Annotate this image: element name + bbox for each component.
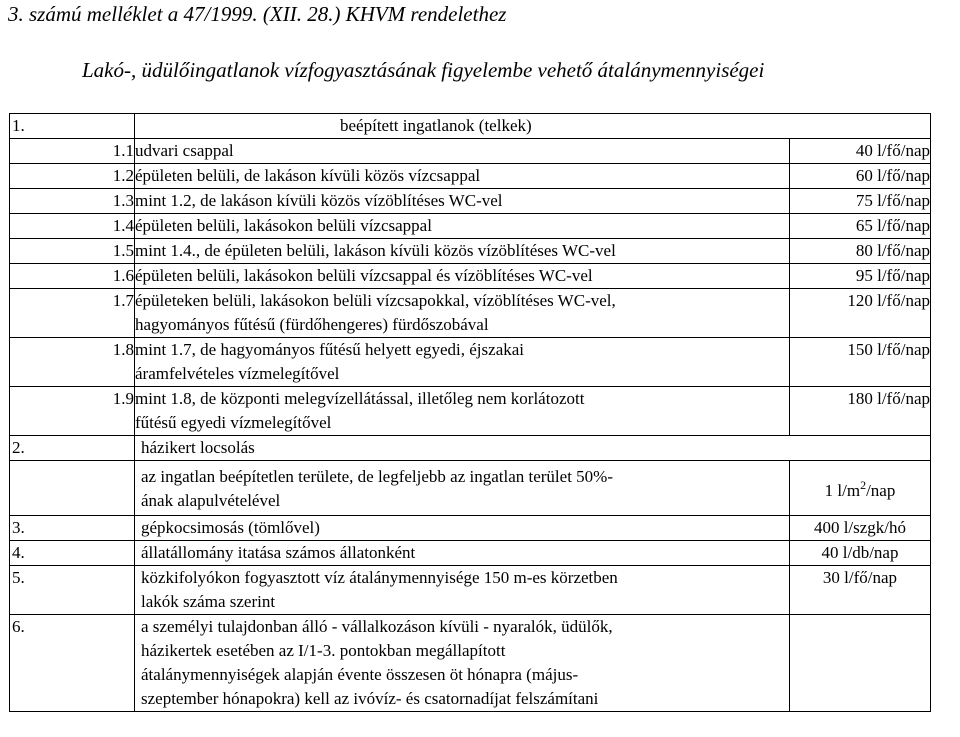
row-number: 1.5 bbox=[10, 239, 135, 264]
section-number: 2. bbox=[10, 436, 135, 461]
section-number: 4. bbox=[10, 541, 135, 566]
table-row bbox=[10, 239, 931, 264]
row-description: épületen belüli, lakásokon belüli vízcsappal és vízöblítéses WC-vel bbox=[135, 264, 790, 289]
row-description-line: az ingatlan beépítetlen területe, de legfeljebb az ingatlan terület 50%- bbox=[141, 467, 613, 486]
row-description bbox=[135, 338, 790, 387]
row-value: 120 l/fő/nap bbox=[790, 289, 931, 338]
table-row-section-2 bbox=[10, 436, 931, 461]
row-description bbox=[135, 461, 790, 516]
row-value: 80 l/fő/nap bbox=[790, 239, 931, 264]
value-suffix: /nap bbox=[866, 481, 896, 500]
row-description-line: a személyi tulajdonban álló - vállalkozáson kívüli - nyaralók, üdülők, bbox=[141, 617, 613, 636]
row-description bbox=[135, 615, 790, 712]
document-subtitle: Lakó-, üdülőingatlanok vízfogyasztásának figyelembe vehető átalánymennyiségei bbox=[82, 58, 765, 82]
row-value: 60 l/fő/nap bbox=[790, 164, 931, 189]
row-description: mint 1.2, de lakáson kívüli közös vízöblítéses WC-vel bbox=[135, 189, 790, 214]
row-value: 65 l/fő/nap bbox=[790, 214, 931, 239]
section-number: 6. bbox=[10, 615, 135, 712]
row-description-line: áramfelvételes vízmelegítővel bbox=[135, 364, 340, 383]
row-description-line: hagyományos fűtésű (fürdőhengeres) fürdőszobával bbox=[135, 315, 489, 334]
row-description bbox=[135, 566, 790, 615]
table-row-section-5 bbox=[10, 566, 931, 615]
table-row bbox=[10, 264, 931, 289]
row-value: 150 l/fő/nap bbox=[790, 338, 931, 387]
value-prefix: 1 l/m bbox=[824, 481, 861, 500]
value-superscript: 2 bbox=[860, 478, 867, 492]
row-value: 30 l/fő/nap bbox=[790, 566, 931, 615]
row-description: udvari csappal bbox=[135, 139, 790, 164]
table-row-section-6 bbox=[10, 615, 931, 712]
section-title: beépített ingatlanok (telkek) bbox=[135, 114, 931, 139]
row-value: 75 l/fő/nap bbox=[790, 189, 931, 214]
row-number: 1.2 bbox=[10, 164, 135, 189]
row-value: 95 l/fő/nap bbox=[790, 264, 931, 289]
row-number: 1.8 bbox=[10, 338, 135, 387]
row-number: 1.9 bbox=[10, 387, 135, 436]
table-row bbox=[10, 338, 931, 387]
row-description: épületen belüli, lakásokon belüli vízcsappal bbox=[135, 214, 790, 239]
row-description-line: közkifolyókon fogyasztott víz átalánymennyisége 150 m-es körzetben bbox=[141, 568, 618, 587]
row-description bbox=[135, 387, 790, 436]
row-value bbox=[790, 461, 931, 516]
row-number: 1.1 bbox=[10, 139, 135, 164]
row-description-line: lakók száma szerint bbox=[141, 592, 276, 611]
row-number: 1.3 bbox=[10, 189, 135, 214]
row-number: 1.6 bbox=[10, 264, 135, 289]
row-description-line: átalánymennyiségek alapján évente összesen öt hónapra (május- bbox=[141, 665, 579, 684]
row-description: mint 1.4., de épületen belüli, lakáson kívüli közös vízöblítéses WC-vel bbox=[135, 239, 790, 264]
row-description: épületen belüli, de lakáson kívüli közös vízcsappal bbox=[135, 164, 790, 189]
row-description-line: fűtésű egyedi vízmelegítővel bbox=[135, 413, 332, 432]
row-description: gépkocsimosás (tömlővel) bbox=[135, 516, 790, 541]
table-row-section-1 bbox=[10, 114, 931, 139]
table-row bbox=[10, 387, 931, 436]
section-number: 1. bbox=[10, 114, 135, 139]
row-number: 1.4 bbox=[10, 214, 135, 239]
table-row bbox=[10, 289, 931, 338]
table-row bbox=[10, 189, 931, 214]
table-row-section-3 bbox=[10, 516, 931, 541]
section-number: 3. bbox=[10, 516, 135, 541]
section-title: házikert locsolás bbox=[135, 436, 931, 461]
row-value: 40 l/db/nap bbox=[790, 541, 931, 566]
row-description-line: mint 1.7, de hagyományos fűtésű helyett egyedi, éjszakai bbox=[135, 340, 525, 359]
row-value bbox=[790, 615, 931, 712]
consumption-table bbox=[9, 113, 931, 712]
row-description-line: ának alapulvételével bbox=[141, 491, 281, 510]
row-description-line: szeptember hónapokra) kell az ivóvíz- és csatornadíjat felszámítani bbox=[141, 689, 599, 708]
table-row bbox=[10, 164, 931, 189]
row-value: 400 l/szgk/hó bbox=[790, 516, 931, 541]
table-row bbox=[10, 214, 931, 239]
table-row bbox=[10, 461, 931, 516]
table-row bbox=[10, 139, 931, 164]
row-number: 1.7 bbox=[10, 289, 135, 338]
row-description bbox=[135, 289, 790, 338]
row-value: 40 l/fő/nap bbox=[790, 139, 931, 164]
section-number: 5. bbox=[10, 566, 135, 615]
row-description: állatállomány itatása számos állatonként bbox=[135, 541, 790, 566]
row-number bbox=[10, 461, 135, 516]
document-heading: 3. számú melléklet a 47/1999. (XII. 28.) KHVM rendelethez bbox=[8, 2, 507, 26]
row-description-line: épületeken belüli, lakásokon belüli vízcsapokkal, vízöblítéses WC-vel, bbox=[135, 291, 616, 310]
table-row-section-4 bbox=[10, 541, 931, 566]
row-description-line: házikertek esetében az I/1-3. pontokban megállapított bbox=[141, 641, 506, 660]
row-value: 180 l/fő/nap bbox=[790, 387, 931, 436]
row-description-line: mint 1.8, de központi melegvízellátással, illetőleg nem korlátozott bbox=[135, 389, 585, 408]
